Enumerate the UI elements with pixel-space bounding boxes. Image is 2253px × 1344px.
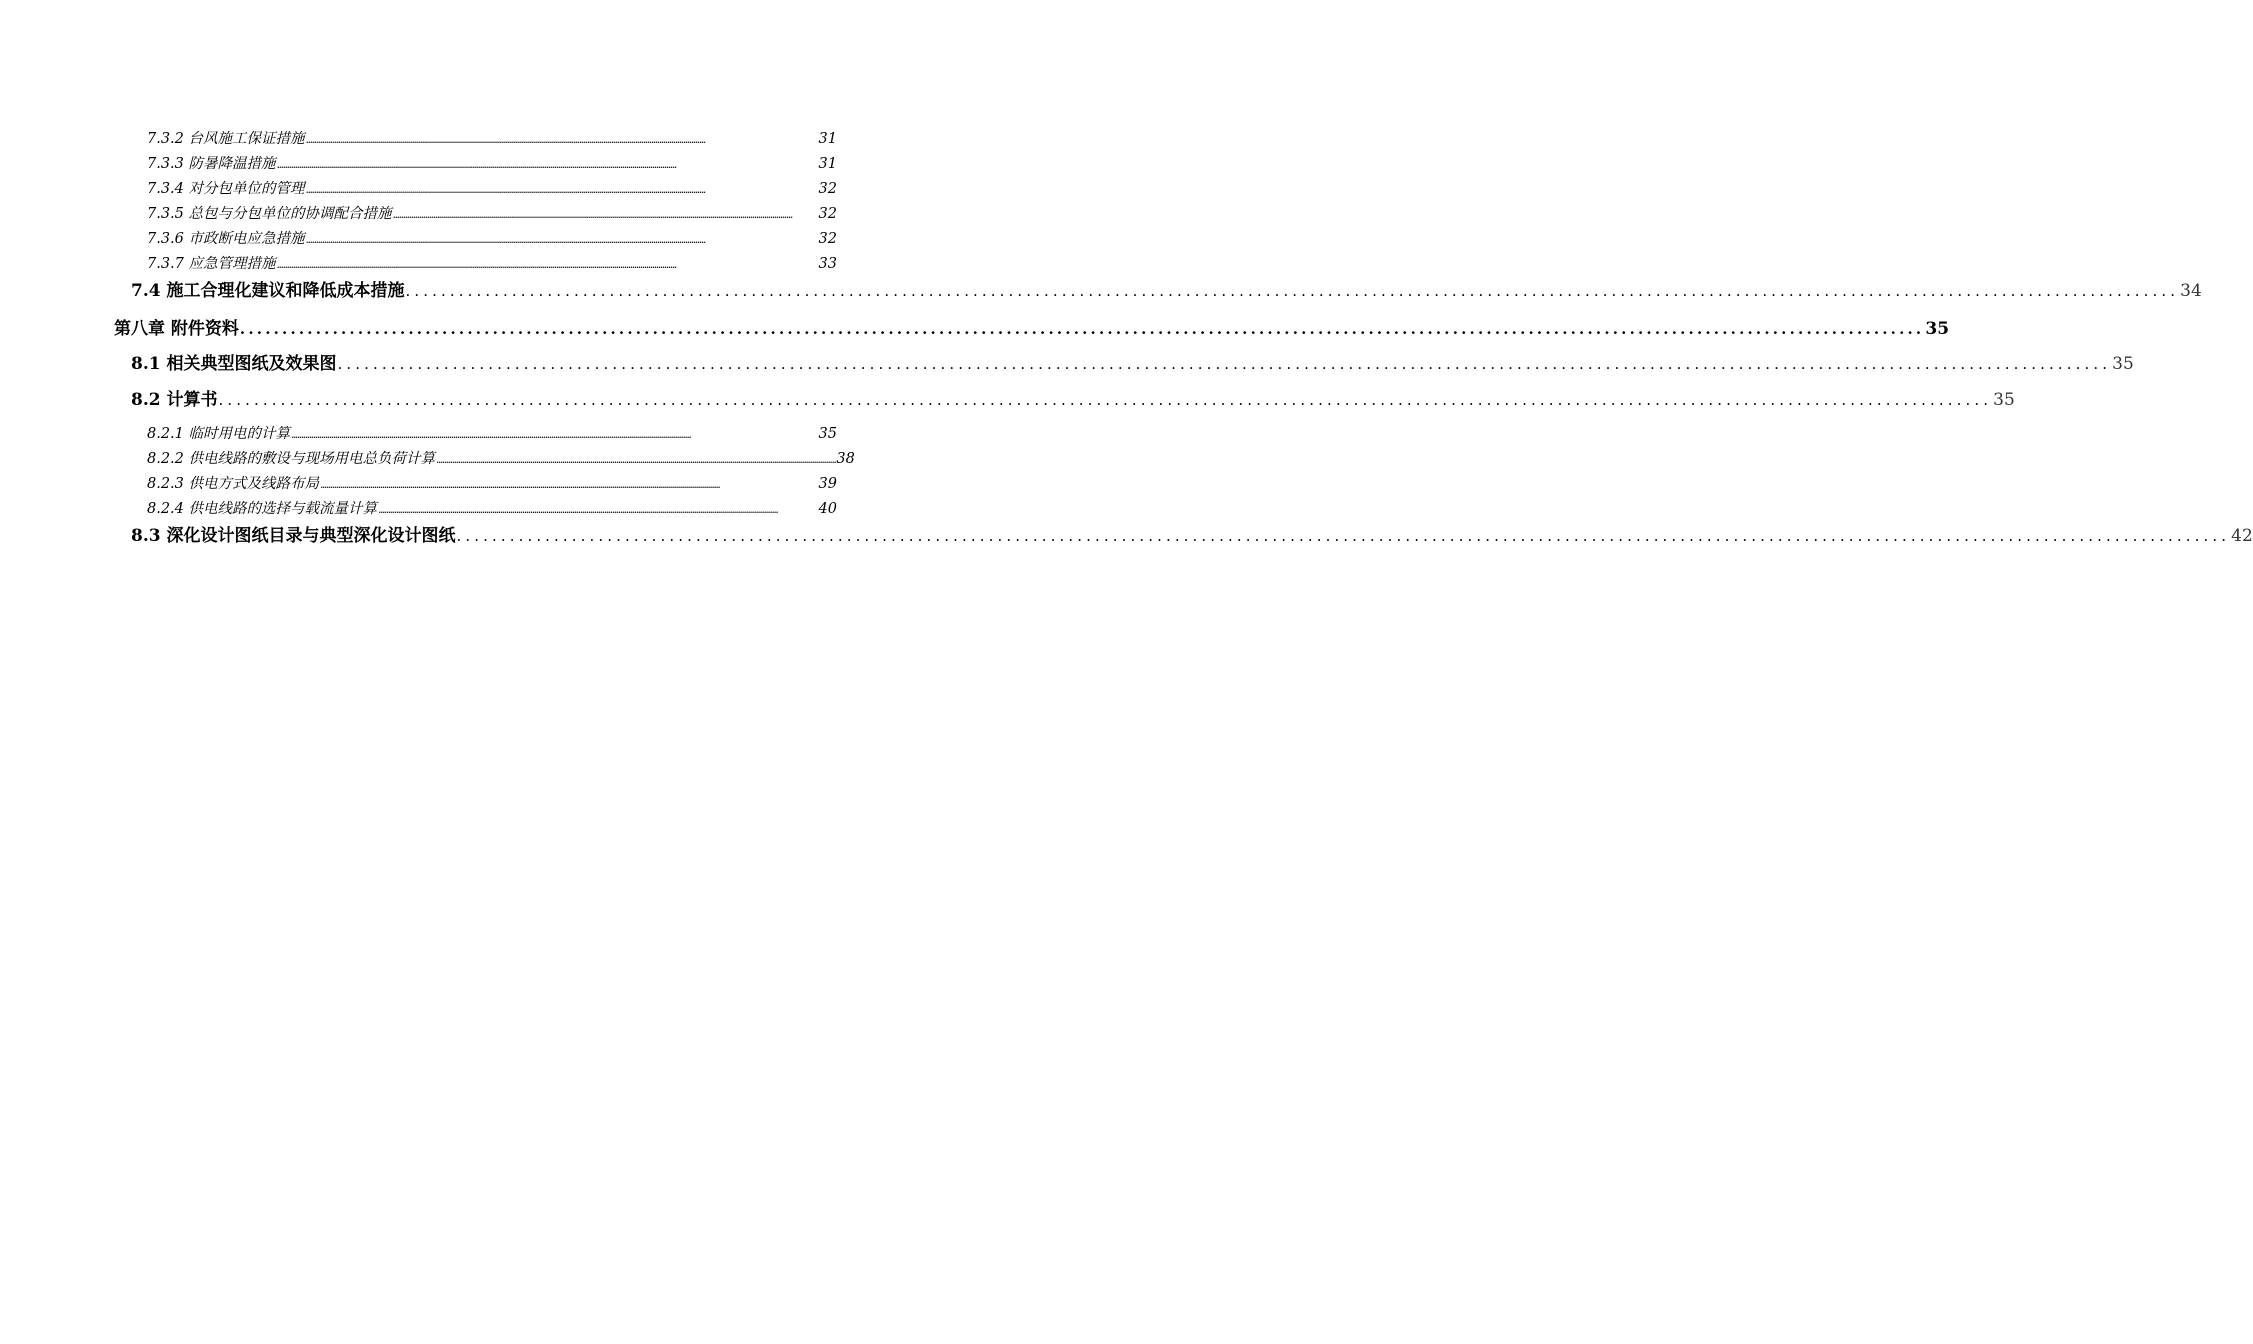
toc-entry-page: 31	[818, 131, 837, 147]
toc-entry-title: 7.3.3 防暑降温措施	[147, 156, 276, 172]
toc-entry-page: 32	[818, 181, 837, 197]
toc-entry-page: 32	[818, 231, 837, 247]
toc-entry[interactable]	[131, 276, 2202, 301]
toc-entry-page: 33	[818, 256, 837, 272]
toc-entry[interactable]	[147, 152, 837, 173]
toc-entry-page: 42	[2231, 526, 2253, 546]
toc-entry-title: 第八章 附件资料	[114, 319, 239, 339]
toc-entry-page: 39	[818, 476, 837, 492]
toc-entry-title: 8.2.2 供电线路的敷设与现场用电总负荷计算	[147, 451, 436, 467]
dot-leader: ........................................................................................................................................................................................................	[337, 355, 2112, 373]
toc-entry-page: 35	[1993, 390, 2015, 410]
dot-leader: ........................................................................................................................................................................................................	[320, 478, 720, 491]
toc-entry[interactable]	[147, 497, 837, 518]
toc-entry-page: 34	[2180, 281, 2202, 301]
toc-entry-title: 8.2.3 供电方式及线路布局	[147, 476, 320, 492]
toc-entry-page: 35	[2112, 354, 2134, 374]
dot-leader: ........................................................................................................................................................................................................	[276, 158, 676, 171]
toc-entry[interactable]	[147, 472, 837, 493]
dot-leader: ........................................................................................................................................................................................................	[291, 428, 691, 441]
toc-entry[interactable]	[147, 252, 837, 273]
toc-entry[interactable]	[131, 385, 2015, 410]
dot-leader: ........................................................................................................................................................................................................	[436, 453, 836, 466]
dot-leader: ........................................................................................................................................................................................................	[305, 133, 705, 146]
toc-entry-title: 7.3.7 应急管理措施	[147, 256, 276, 272]
toc-entry-title: 8.1 相关典型图纸及效果图	[131, 354, 337, 374]
toc-entry[interactable]	[131, 349, 2134, 374]
toc-entry-title: 7.3.2 台风施工保证措施	[147, 131, 305, 147]
toc-entry-title: 8.2 计算书	[131, 390, 218, 410]
dot-leader: ........................................................................................................................................................................................................	[276, 258, 676, 271]
toc-entry-page: 35	[818, 426, 837, 442]
dot-leader: ........................................................................................................................................................................................................	[405, 282, 2180, 300]
toc-entry-title: 7.3.6 市政断电应急措施	[147, 231, 305, 247]
toc-entry-page: 40	[818, 501, 837, 517]
dot-leader: ........................................................................................................................................................................................................	[218, 391, 1993, 409]
toc-entry-title: 7.3.4 对分包单位的管理	[147, 181, 305, 197]
toc-entry[interactable]	[147, 422, 837, 443]
toc-entry-title: 8.3 深化设计图纸目录与典型深化设计图纸	[131, 526, 456, 546]
toc-entry[interactable]	[147, 127, 837, 148]
toc-entry[interactable]	[147, 227, 837, 248]
toc-entry-page: 38	[836, 451, 855, 467]
toc-entry-title: 8.2.1 临时用电的计算	[147, 426, 291, 442]
dot-leader: ........................................................................................................................................................................................................	[305, 233, 705, 246]
dot-leader: ........................................................................................................................................................................................................	[305, 183, 705, 196]
toc-entry-page: 31	[818, 156, 837, 172]
toc-entry[interactable]	[147, 202, 837, 223]
dot-leader: ........................................................................................................................................................................................................	[378, 503, 778, 516]
toc-entry-title: 7.3.5 总包与分包单位的协调配合措施	[147, 206, 392, 222]
toc-entry-page: 32	[818, 206, 837, 222]
toc-entry[interactable]	[131, 521, 2253, 546]
toc-entry[interactable]	[147, 177, 837, 198]
toc-entry-title: 7.4 施工合理化建议和降低成本措施	[131, 281, 405, 301]
toc-entry[interactable]	[147, 447, 855, 468]
dot-leader: ........................................................................................................................................................................................................	[239, 320, 1925, 338]
toc-chapter[interactable]	[114, 314, 1950, 339]
dot-leader: ........................................................................................................................................................................................................	[392, 208, 792, 221]
toc-entry-page: 35	[1925, 319, 1950, 339]
toc-entry-title: 8.2.4 供电线路的选择与载流量计算	[147, 501, 378, 517]
dot-leader: ........................................................................................................................................................................................................	[456, 527, 2231, 545]
